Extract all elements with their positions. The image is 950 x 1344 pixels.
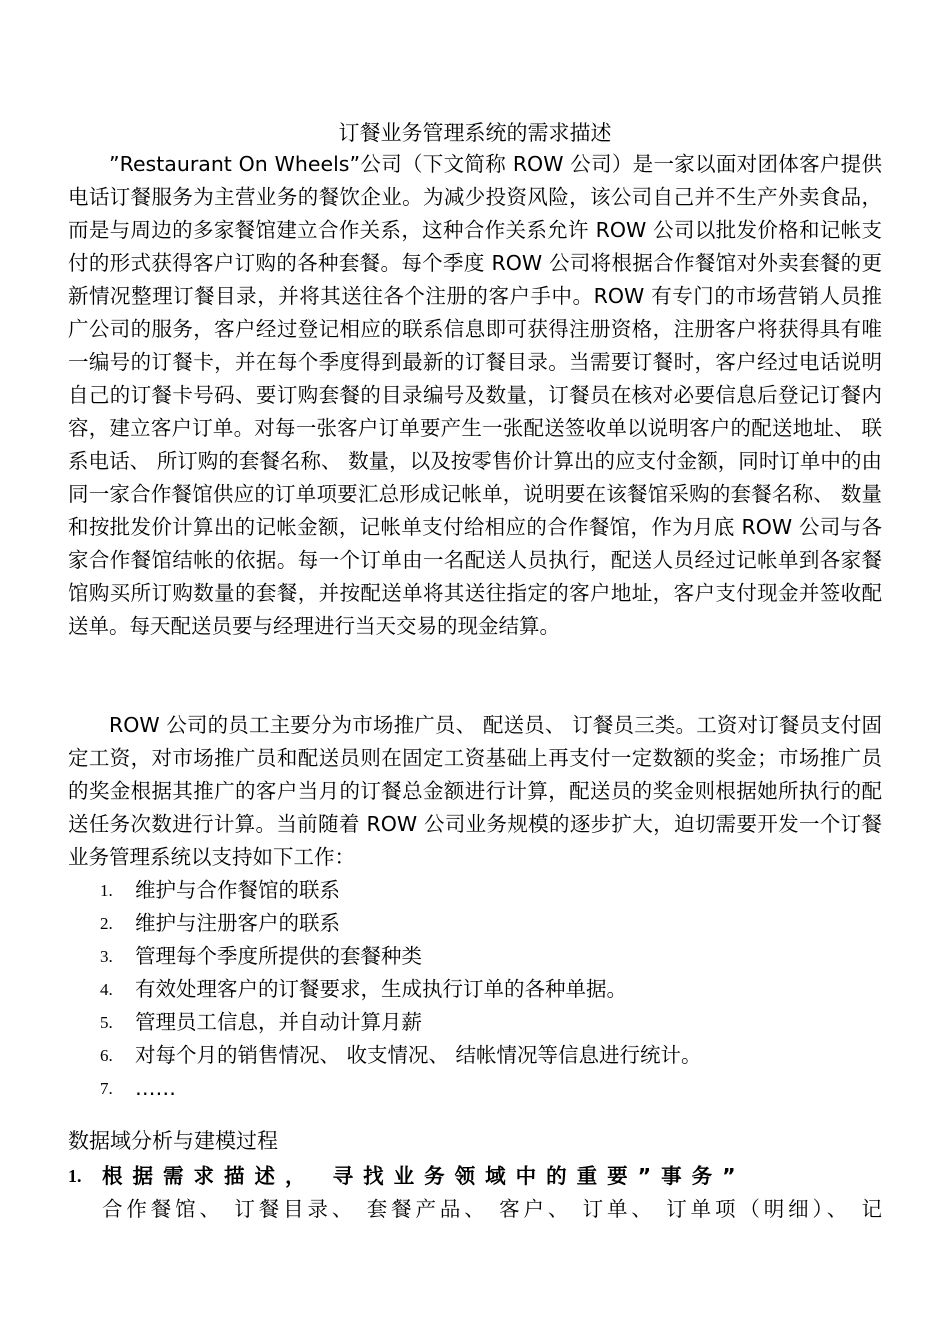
- staff-paragraph: ROW 公司的员工主要分为市场推广员、 配送员、 订餐员三类。工资对订餐员支付固定工资，对市场推广员和配送员则在固定工资基础上再支付一定数额的奖金；市场推广员的奖金根据其推广的客户当月的订餐总金额进行计算，配送员的奖金则根据她所执行的配送任务次数进行计算。当前随着 ROW 公司业务规模的逐步扩大，迫切需要开发一个订餐业务管理系统以支持如下工作：: [68, 713, 882, 869]
- step-heading: 根据需求描述， 寻找业务领域中的重要”事务”: [102, 1164, 746, 1188]
- section-title: 数据域分析与建模过程: [68, 1129, 278, 1153]
- step-body: 合作餐馆、 订餐目录、 套餐产品、 客户、 订单、 订单项（明细）、 记: [102, 1197, 882, 1221]
- document-title: 订餐业务管理系统的需求描述: [338, 121, 612, 145]
- document-page: 订餐业务管理系统的需求描述 ”Restaurant On Wheels”公司（下文简称 ROW 公司）是一家以面对团体客户提供电话订餐服务为主营业务的餐饮企业。为减少投资风险，该公司自己并不生产外卖食品，而是与周边的多家餐馆建立合作关系，这种合作关系允许 ROW 公司以批发价格和记帐支付的形式获得客户订购的各种套餐。每个季度 ROW 公司将根据合作餐馆对外卖套餐的更新情况整理订餐目录，并将其送往各个注册的客户手中。ROW 有专门的市场营销人员推广公司的服务，客户经过登记相应的联系信息即可获得注册资格，注册客户将获得具有唯一编号的订餐卡，并在每个季度得到最新的订餐目录。当需要订餐时，客户经过电话说明自己的订餐卡号码、要订购套餐的目录编号及数量，订餐员在核对必要信息后登记订餐内容，建立客户订单。对每一张客户订单要产生一张配送签收单以说明客户的配送地址、 联系电话、 所订购的套餐名称、 数量，以及按零售价计算出的应支付金额，同时订单中的由同一家合作餐馆供应的订单项要汇总形成记帐单，说明要在该餐馆采购的套餐名称、 数量和按批发价计算出的记帐金额，记帐单支付给相应的合作餐馆，作为月底 ROW 公司与各家合作餐馆结帐的依据。每一个订单由一名配送人员执行，配送人员经过记帐单到各家餐馆购买所订购数量的套餐，并按配送单将其送往指定的客户地址，客户支付现金并签收配送单。每天配送员要与经理进行当天交易的现金结算。 ROW 公司的员工主要分为市场推广员、 配送员、 订餐员三类。工资对订餐员支付固定工资，对市场推广员和配送员则在固定工资基础上再支付一定数额的奖金；市场推广员的奖金根据其推广的客户当月的订餐总金额进行计算，配送员的奖金则根据她所执行的配送任务次数进行计算。当前随着 ROW 公司业务规模的逐步扩大，迫切需要开发一个订餐业务管理系统以支持如下工作： 1. 维护与合作餐馆的联系 2. 维护与注册客户的联系 3. 管理每个季度所提供的套餐种类 4. 有效处理客户的订餐要求，生成执行订单的各种单据。 5. 管理员工信息，并自动计算月薪 6. 对每个月的销售情况、 收支情况、 结帐情况等信息进行统计。 7. …… 数据域分析与建模过程 1. 根据需求描述， 寻找业务领域中的重要”事务” 合作餐馆、 订餐目录、 套餐产品、 客户、 订单、 订单项（明细）、 记: [0, 0, 950, 1344]
- step-number: 1.: [68, 1166, 82, 1186]
- requirements-paragraph: ”Restaurant On Wheels”公司（下文简称 ROW 公司）是一家以面对团体客户提供电话订餐服务为主营业务的餐饮企业。为减少投资风险，该公司自己并不生产外卖食品，而是与周边的多家餐馆建立合作关系，这种合作关系允许 ROW 公司以批发价格和记帐支付的形式获得客户订购的各种套餐。每个季度 ROW 公司将根据合作餐馆对外卖套餐的更新情况整理订餐目录，并将其送往各个注册的客户手中。ROW 有专门的市场营销人员推广公司的服务，客户经过登记相应的联系信息即可获得注册资格，注册客户将获得具有唯一编号的订餐卡，并在每个季度得到最新的订餐目录。当需要订餐时，客户经过电话说明自己的订餐卡号码、要订购套餐的目录编号及数量，订餐员在核对必要信息后登记订餐内容，建立客户订单。对每一张客户订单要产生一张配送签收单以说明客户的配送地址、 联系电话、 所订购的套餐名称、 数量，以及按零售价计算出的应支付金额，同时订单中的由同一家合作餐馆供应的订单项要汇总形成记帐单，说明要在该餐馆采购的套餐名称、 数量和按批发价计算出的记帐金额，记帐单支付给相应的合作餐馆，作为月底 ROW 公司与各家合作餐馆结帐的依据。每一个订单由一名配送人员执行，配送人员经过记帐单到各家餐馆购买所订购数量的套餐，并按配送单将其送往指定的客户地址，客户支付现金并签收配送单。每天配送员要与经理进行当天交易的现金结算。: [68, 152, 882, 638]
